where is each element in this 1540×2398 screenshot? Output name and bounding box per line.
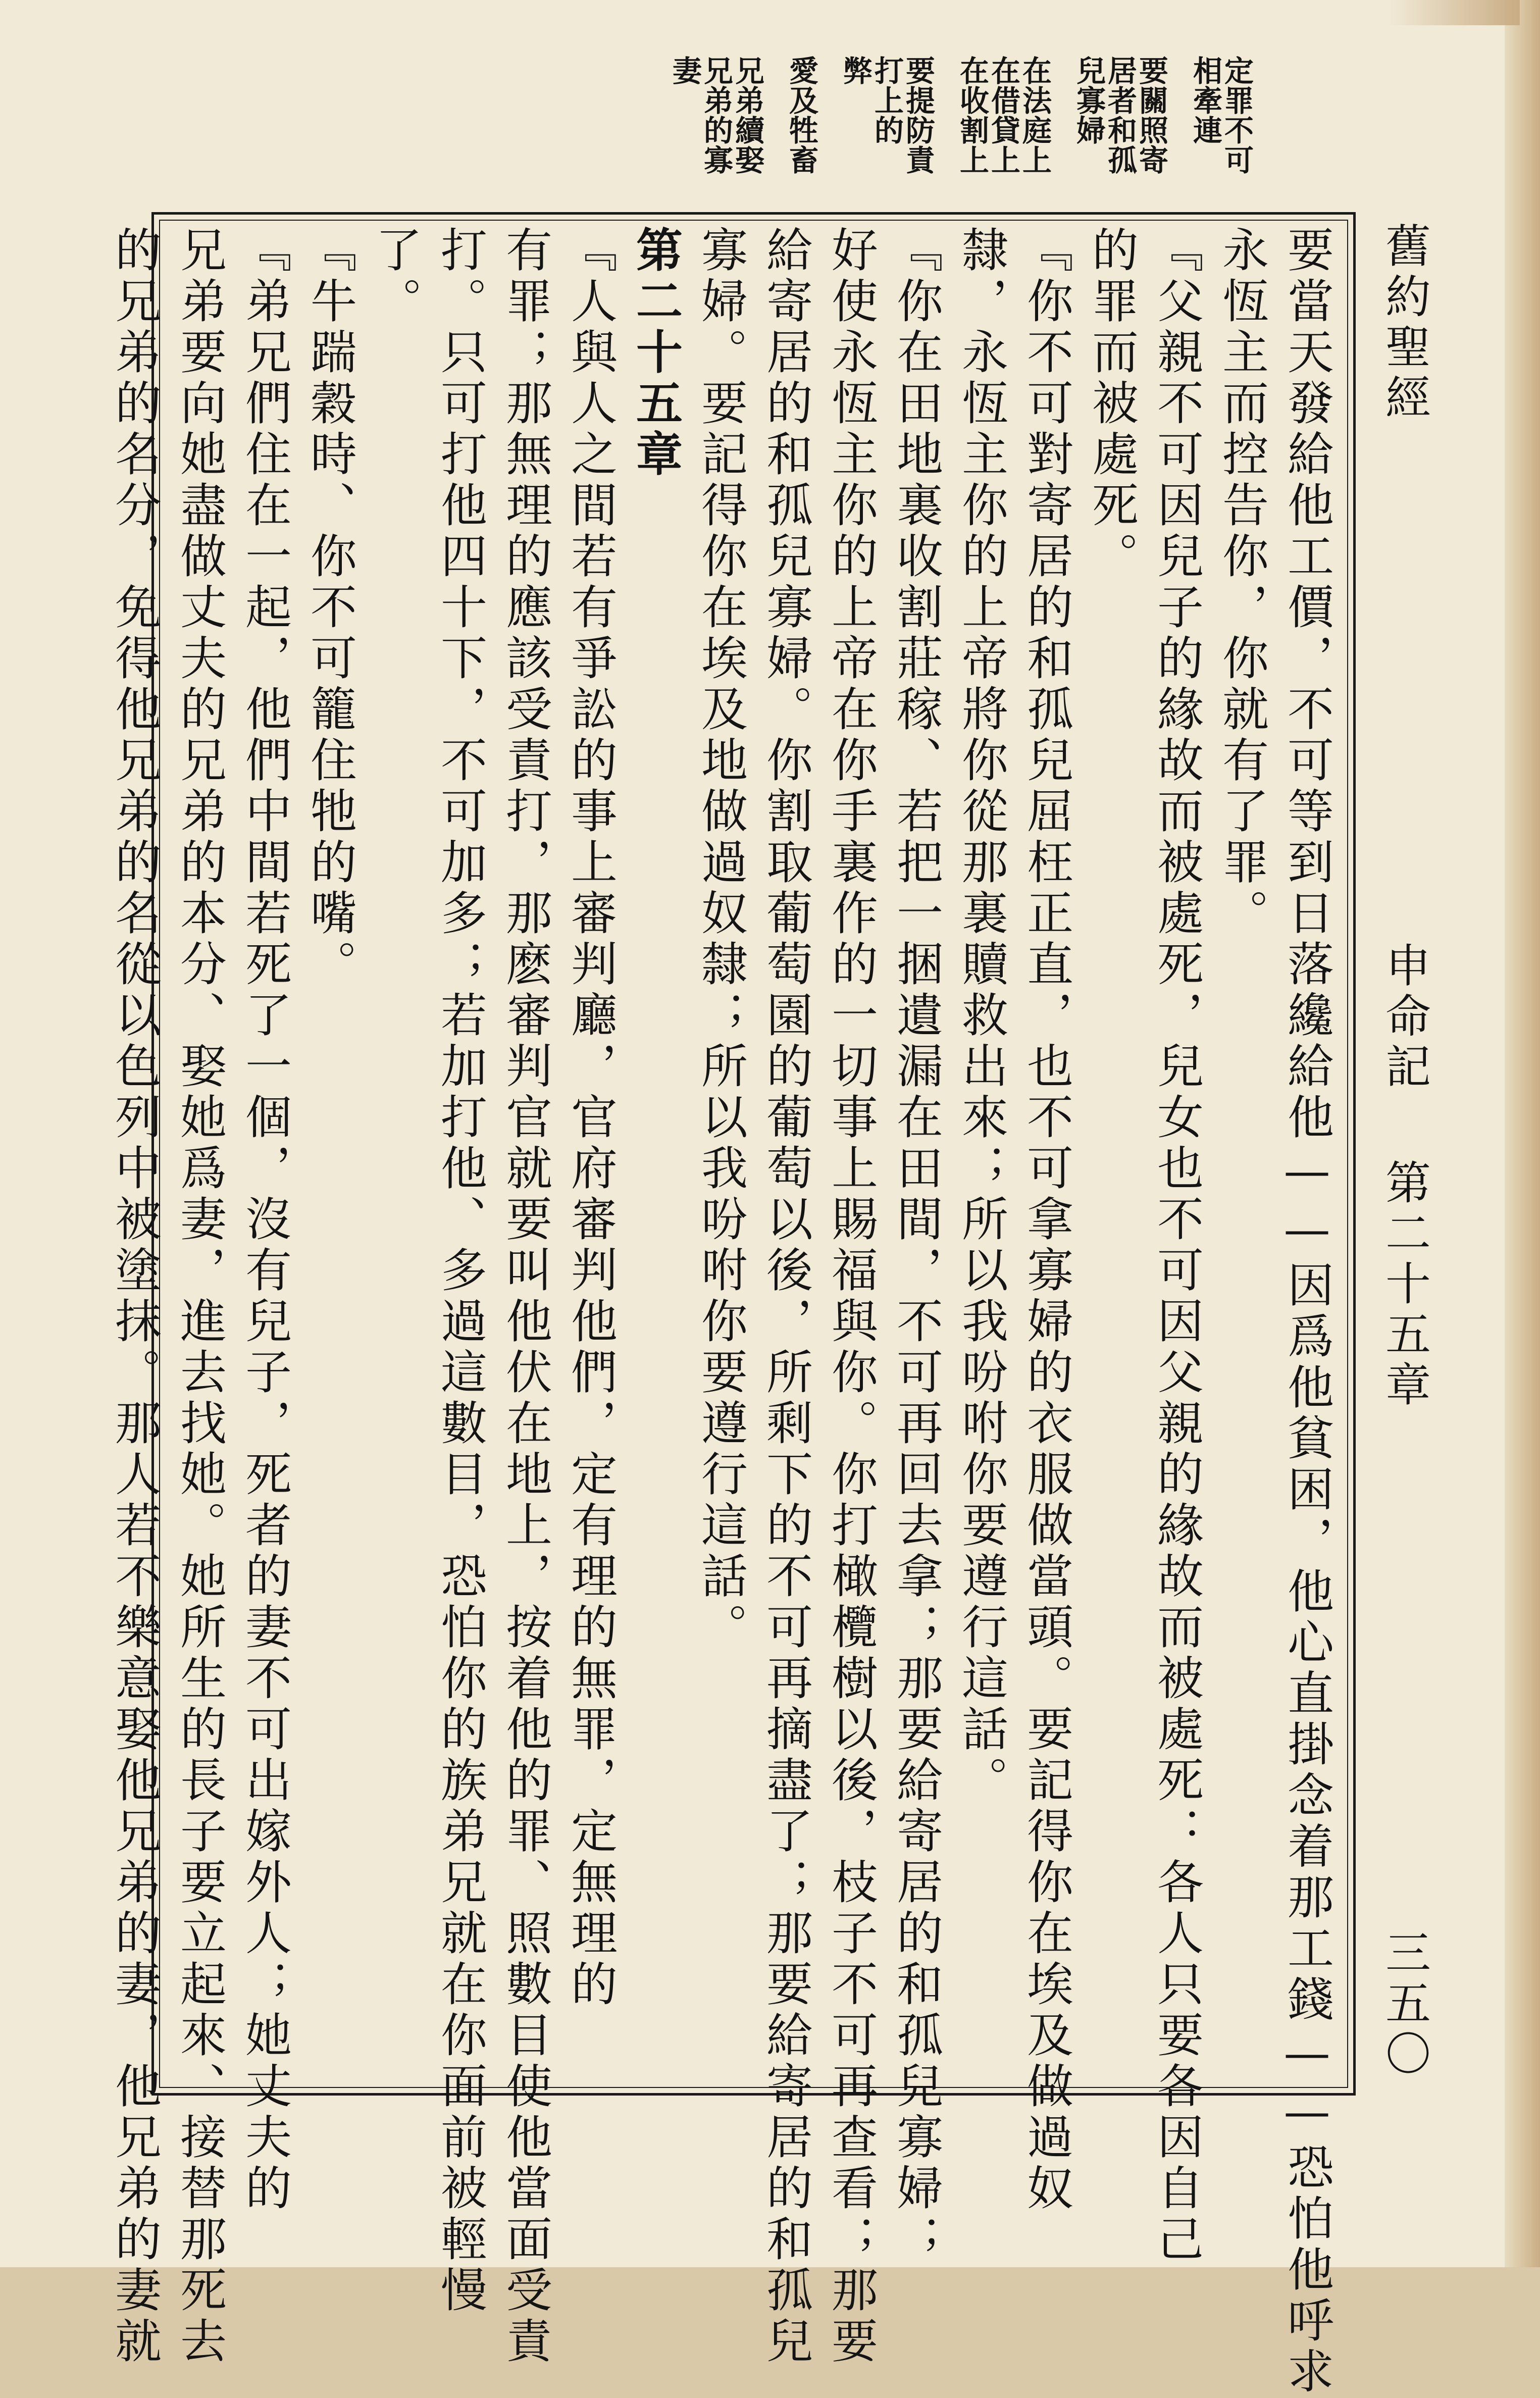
marginal-note — [1190, 56, 1252, 207]
text-frame — [108, 212, 1356, 2398]
body-text — [108, 226, 1340, 2398]
book-title: 舊約聖經 — [1377, 222, 1430, 424]
text-column: 『牛踹穀時、你不可籠住牠的嘴。 — [303, 226, 357, 991]
marginal-note — [1073, 56, 1167, 207]
header-chapter: 第二十五章 — [1377, 1159, 1430, 1411]
page-edge — [1505, 0, 1540, 2267]
text-column: 了。 — [368, 226, 422, 328]
note-line: 要提防責 — [901, 56, 935, 175]
note-line: 愛及牲畜 — [784, 56, 818, 175]
text-column: 寡婦。要記得你在埃及地做過奴隸；所以我吩咐你要遵行這話。 — [694, 226, 748, 1654]
text-column: 好使永恆主你的上帝在你手裏作的一切事上賜福與你。你打橄欖樹以後，枝子不可再查看；那要 — [824, 226, 878, 2368]
text-column: 『人與人之間若有爭訟的事上審判廳，官府審判他們，定有理的無罪，定無理的 — [563, 226, 618, 2011]
note-line: 打上的 — [869, 56, 904, 145]
note-line: 妻 — [668, 56, 702, 85]
note-line: 定罪不可 — [1219, 56, 1254, 175]
note-line: 相牽連 — [1188, 56, 1222, 145]
marginal-note — [786, 56, 817, 207]
running-header — [1368, 222, 1439, 2080]
marginal-note — [669, 56, 763, 207]
book-name: 申命記 — [1377, 942, 1430, 1093]
text-column: 要當天發給他工價，不可等到日落纔給他——因爲他貧困，他心直掛念着那工錢——恐怕他呼求 — [1280, 226, 1334, 2398]
text-column: 永恆主而控告你，你就有了罪。 — [1215, 226, 1269, 940]
marginal-note — [956, 56, 1050, 207]
note-line: 兄弟續娶 — [730, 56, 764, 175]
text-column: 有罪；那無理的應該受責打，那麽審判官就要叫他伏在地上，按着他的罪、照數目使他當面受責 — [498, 226, 552, 2368]
text-column: 的兄弟的名分，免得他兄弟的名從以色列中被塗抹。那人若不樂意娶他兄弟的妻，他兄弟的妻就 — [108, 226, 162, 2368]
text-column: 的罪而被處死。 — [1085, 226, 1139, 583]
note-line: 在收割上 — [955, 56, 989, 175]
note-line: 兄弟的寡 — [699, 56, 733, 175]
text-column: 隸，永恆主你的上帝將你從那裏贖救出來；所以我吩咐你要遵行這話。 — [954, 226, 1008, 1807]
chapter-heading: 第二十五章 — [629, 226, 683, 481]
text-column: 打。只可打他四十下，不可加多；若加打他、多過這數目，恐怕你的族弟兄就在你面前被輕慢 — [433, 226, 487, 2317]
page-number: 三五〇 — [1377, 1929, 1430, 2080]
note-line: 居者和孤 — [1103, 56, 1137, 175]
text-column: 兄弟要向她盡做丈夫的兄弟的本分、娶她爲妻，進去找她。她所生的長子要立起來、接替那死去 — [173, 226, 227, 2368]
text-column: 『弟兄們住在一起，他們中間若死了一個，沒有兒子，死者的妻不可出嫁外人；她丈夫的 — [238, 226, 292, 2215]
note-line: 要關照寄 — [1134, 56, 1168, 175]
text-column: 『你不可對寄居的和孤兒屈枉正直，也不可拿寡婦的衣服做當頭。要記得你在埃及做過奴 — [1019, 226, 1073, 2215]
text-column: 『父親不可因兒子的緣故而被處死，兒女也不可因父親的緣故而被處死：各人只要各因自己 — [1150, 226, 1204, 2266]
marginal-notes — [242, 56, 1252, 207]
marginal-note — [840, 56, 934, 207]
note-line: 弊 — [838, 56, 872, 85]
note-line: 在法庭上 — [1017, 56, 1052, 175]
note-line: 兒寡婦 — [1071, 56, 1106, 145]
page-edge-top — [1389, 0, 1520, 25]
header-middle — [1371, 942, 1436, 1411]
text-column: 給寄居的和孤兒寡婦。你割取葡萄園的葡萄以後，所剩下的不可再摘盡了；那要給寄居的和孤兒 — [759, 226, 813, 2368]
text-column: 『你在田地裏收割莊稼、若把一捆遺漏在田間，不可再回去拿；那要給寄居的和孤兒寡婦； — [889, 226, 943, 2266]
note-line: 在借貸上 — [986, 56, 1020, 175]
